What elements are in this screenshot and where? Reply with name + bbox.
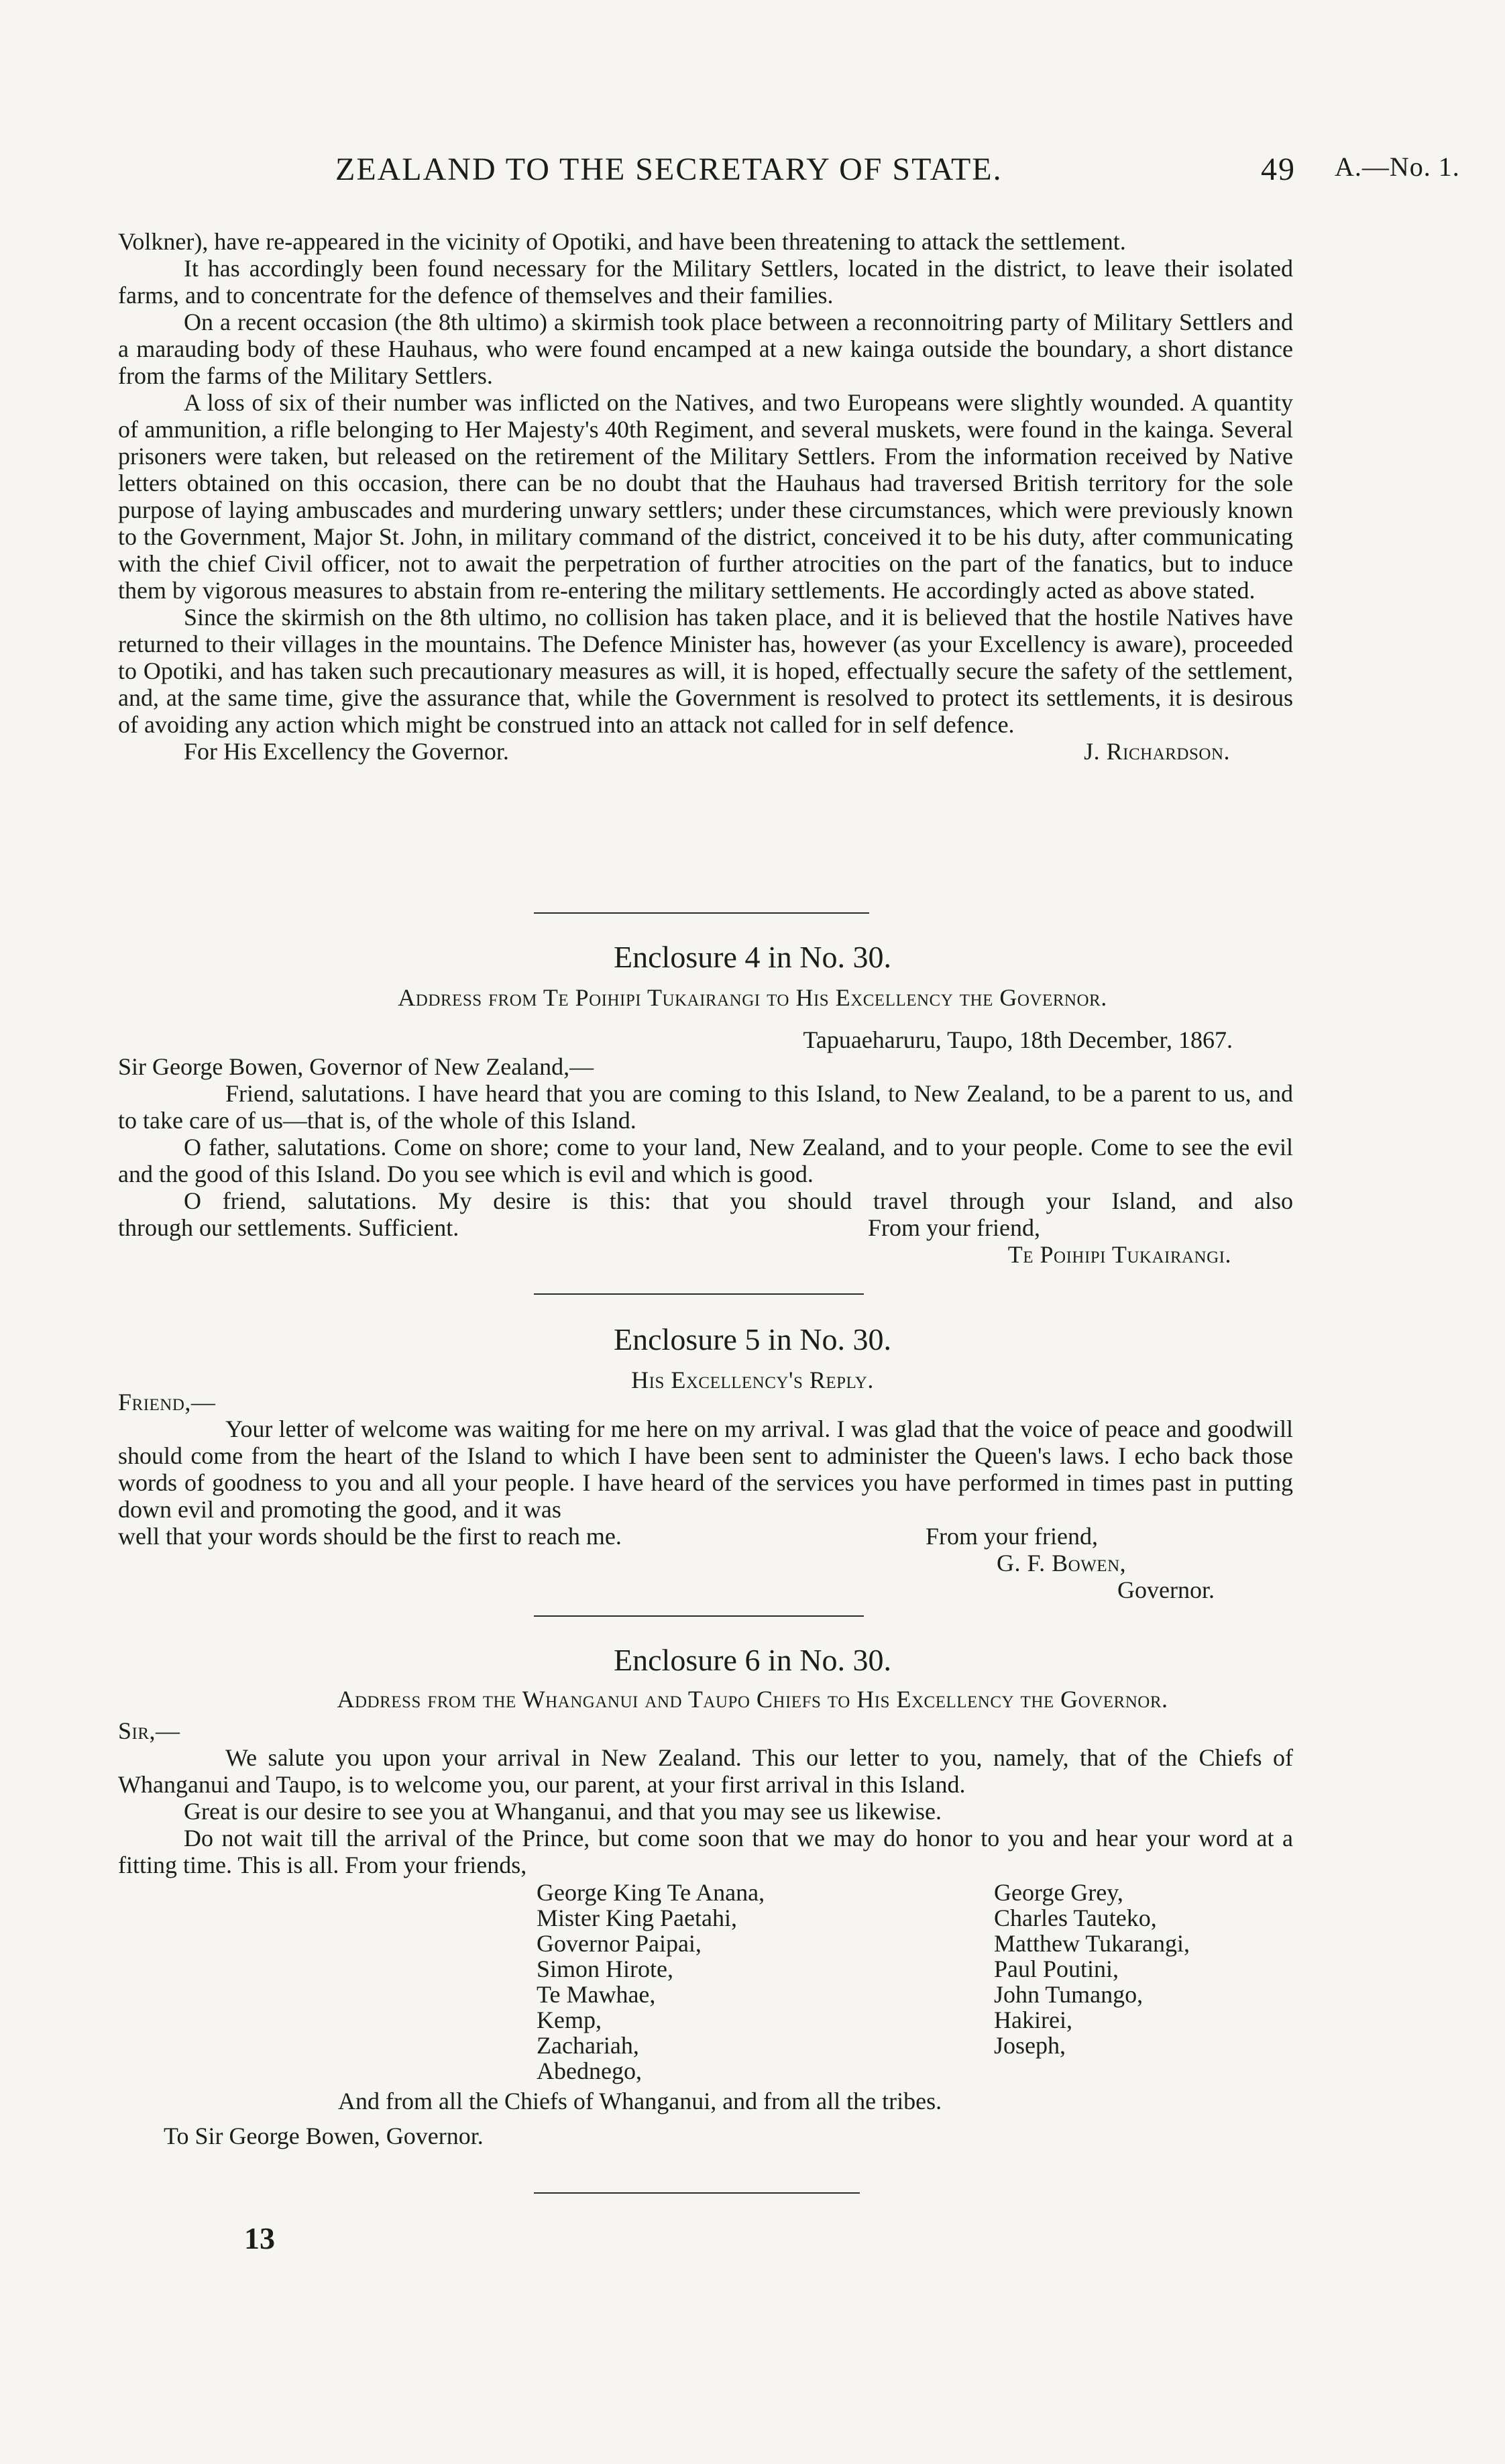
paragraph: Since the skirmish on the 8th ultimo, no collision has taken place, and it is believed that the hostile Natives have returned to their villages in the mountains. The Defence Minister has, however (as your Excellency is aware), proceeded to Opotiki, and has taken such precautionary measures as will, it is hoped, effectually secure the safety of the settlement, and, at the same time, give the assurance that, while the Government is resolved to protect its settlements, it is desirous of avoiding any action which might be construed into an attack not called for in self defence. <box>118 604 1293 738</box>
signature: J. Richardson. <box>1084 738 1230 765</box>
chief-name: Te Mawhae, <box>537 1981 656 2008</box>
salutation: Sir,— <box>118 1717 180 1744</box>
paragraph-end: through our settlements. Sufficient. <box>118 1214 459 1241</box>
page-number: 49 <box>1261 152 1296 187</box>
addressee: To Sir George Bowen, Governor. <box>164 2123 484 2149</box>
paragraph: On a recent occasion (the 8th ultimo) a skirmish took place between a reconnoitring party of Military Settlers and a marauding body of these Hauhaus, who were found encamped at a new kainga outside the boundary, a short distance from the farms of the Military Settlers. <box>118 309 1293 389</box>
chief-name: Hakirei, <box>994 2006 1072 2033</box>
enclosure-5-body <box>118 1389 1293 1550</box>
paragraph: We salute you upon your arrival in New Zealand. This our letter to you, namely, that of the Chiefs of Whanganui and Taupo, is to welcome you, our parent, at your first arrival in this Island. <box>118 1744 1293 1798</box>
names-left-column <box>537 1880 765 2084</box>
paragraph: Volkner), have re-appeared in the vicinity of Opotiki, and have been threatening to attack the settlement. <box>118 228 1126 255</box>
chief-name: Matthew Tukarangi, <box>994 1930 1190 1957</box>
enclosure-6-title: Enclosure 6 in No. 30. <box>614 1643 891 1677</box>
chief-name: Kemp, <box>537 2006 602 2033</box>
paragraph: Do not wait till the arrival of the Prince, but come soon that we may do honor to you and hear your word at a fitting time. This is all. From your friends, <box>118 1825 1293 1878</box>
enclosure-6-subtitle: Address from the Whanganui and Taupo Chiefs to His Excellency the Governor. <box>337 1686 1168 1713</box>
chief-name: John Tumango, <box>994 1981 1144 2008</box>
chief-name: Abednego, <box>537 2057 642 2084</box>
closing: From your friend, <box>926 1523 1098 1550</box>
salutation: Sir George Bowen, Governor of New Zealand,— <box>118 1053 594 1080</box>
closing: From your friend, <box>868 1214 1040 1241</box>
paragraph: O friend, salutations. My desire is this: that you should travel through your Island, and also <box>184 1187 1293 1214</box>
divider <box>534 912 869 914</box>
enclosure-5-subtitle: His Excellency's Reply. <box>631 1367 874 1393</box>
paragraph: A loss of six of their number was inflicted on the Natives, and two Europeans were slightly wounded. A quantity of ammunition, a rifle belonging to Her Majesty's 40th Regiment, and several muskets, were found in the kainga. Several prisoners were taken, but released on the retirement of the Military Settlers. From the information received by Native letters obtained on this occasion, there can be no doubt that the Hauhaus had traversed British territory for the sole purpose of laying ambuscades and murdering unwary settlers; under these circumstances, which were previously known to the Government, Major St. John, in military command of the district, conceived it to be his duty, after communicating with the chief Civil officer, not to await the perpetration of further atrocities on the part of the fanatics, but to induce them by vigorous measures to abstain from re-entering the military settlements. He accordingly acted as above stated. <box>118 389 1293 604</box>
enclosure-6-body <box>118 1717 1293 1878</box>
enclosure-4-subtitle: Address from Te Poihipi Tukairangi to His Excellency the Governor. <box>398 984 1107 1011</box>
signature-title: Governor. <box>1117 1576 1215 1603</box>
enclosure-4-body <box>118 1026 1293 1268</box>
opening-section <box>118 228 1293 765</box>
header-title: ZEALAND TO THE SECRETARY OF STATE. <box>335 152 1003 187</box>
for-governor-line: For His Excellency the Governor. <box>184 738 509 765</box>
chief-name: Charles Tauteko, <box>994 1905 1157 1931</box>
enclosure-4-title: Enclosure 4 in No. 30. <box>614 940 891 974</box>
divider <box>534 2192 860 2194</box>
paragraph: Your letter of welcome was waiting for me here on my arrival. I was glad that the voice of peace and goodwill should come from the heart of the Island to which I have been sent to administer the Queen's laws. I echo back those words of goodness to you and all your people. I have heard of the services you have performed in times past in putting down evil and promoting the good, and it was <box>118 1415 1293 1523</box>
chief-name: George Grey, <box>994 1879 1123 1906</box>
divider <box>534 1293 864 1295</box>
chief-name: Mister King Paetahi, <box>537 1905 737 1931</box>
signature-mark: 13 <box>244 2221 275 2255</box>
paragraph: O father, salutations. Come on shore; come to your land, New Zealand, and to your people. Come to see the evil and the good of this Island. Do you see which is evil and which is good. <box>118 1134 1293 1187</box>
place-date: Tapuaeharuru, Taupo, 18th December, 1867. <box>803 1026 1233 1053</box>
running-header <box>0 151 1505 198</box>
chief-name: Paul Poutini, <box>994 1956 1119 1982</box>
salutation: Friend,— <box>118 1389 216 1415</box>
signature: Te Poihipi Tukairangi. <box>1007 1241 1231 1268</box>
enclosure-5-title: Enclosure 5 in No. 30. <box>614 1322 891 1356</box>
document-reference: A.—No. 1. <box>1335 152 1460 182</box>
paragraph: Friend, salutations. I have heard that you are coming to this Island, to New Zealand, to be a parent to us, and to take care of us—that is, of the whole of this Island. <box>118 1080 1293 1134</box>
chief-name: George King Te Anana, <box>537 1879 765 1906</box>
all-chiefs-line: And from all the Chiefs of Whanganui, and from all the tribes. <box>338 2088 942 2114</box>
paragraph-end: well that your words should be the first to reach me. <box>118 1523 622 1550</box>
names-right-column <box>994 1880 1190 2058</box>
chief-name: Simon Hirote, <box>537 1956 673 1982</box>
paragraph: It has accordingly been found necessary for the Military Settlers, located in the district, to leave their isolated farms, and to concentrate for the defence of themselves and their families. <box>118 255 1293 309</box>
chief-name: Joseph, <box>994 2032 1066 2059</box>
chief-name: Zachariah, <box>537 2032 639 2059</box>
signature: G. F. Bowen, <box>997 1550 1127 1576</box>
chief-name: Governor Paipai, <box>537 1930 702 1957</box>
divider <box>534 1615 864 1617</box>
paragraph: Great is our desire to see you at Whanganui, and that you may see us likewise. <box>184 1798 942 1825</box>
